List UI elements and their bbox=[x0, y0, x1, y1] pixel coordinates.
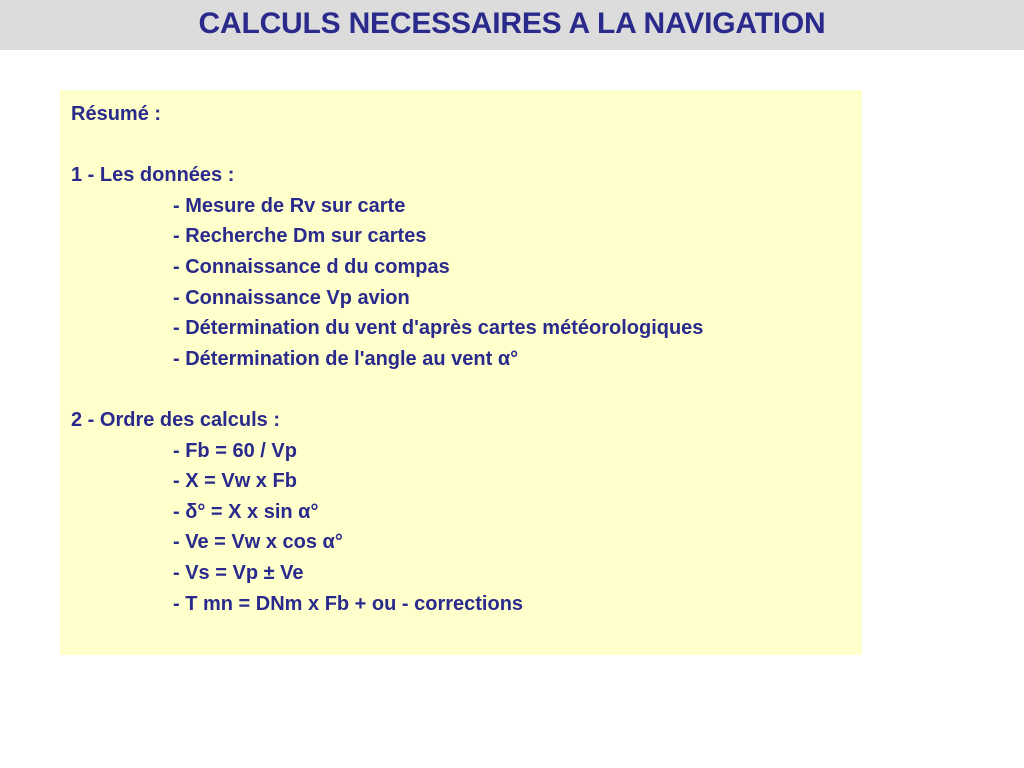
list-item: - Connaissance d du compas bbox=[173, 255, 450, 278]
list-item: - X = Vw x Fb bbox=[173, 470, 297, 493]
summary-content bbox=[71, 99, 703, 619]
list-item: - T mn = DNm x Fb + ou - corrections bbox=[173, 592, 524, 615]
page-title: CALCULS NECESSAIRES A LA NAVIGATION bbox=[198, 7, 826, 40]
section-title-donnees: 1 - Les données : bbox=[71, 164, 235, 187]
list-item: - Connaissance Vp avion bbox=[173, 286, 410, 309]
spacer bbox=[71, 130, 703, 161]
list-item: - Ve = Vw x cos α° bbox=[173, 531, 343, 554]
section-title-calculs: 2 - Ordre des calculs : bbox=[71, 408, 280, 431]
list-item: - Vs = Vp ± Ve bbox=[173, 561, 304, 584]
list-item: - Détermination du vent d'après cartes météorologiques bbox=[173, 317, 704, 340]
summary-panel bbox=[60, 90, 862, 655]
list-item: - Détermination de l'angle au vent α° bbox=[173, 347, 519, 370]
list-item: - Recherche Dm sur cartes bbox=[173, 225, 427, 248]
summary-heading: Résumé : bbox=[71, 103, 162, 125]
title-bar bbox=[0, 0, 1024, 50]
list-item: - Mesure de Rv sur carte bbox=[173, 194, 406, 217]
list-item: - Fb = 60 / Vp bbox=[173, 439, 297, 462]
spacer bbox=[71, 374, 703, 405]
list-item: - δ° = X x sin α° bbox=[173, 500, 319, 523]
